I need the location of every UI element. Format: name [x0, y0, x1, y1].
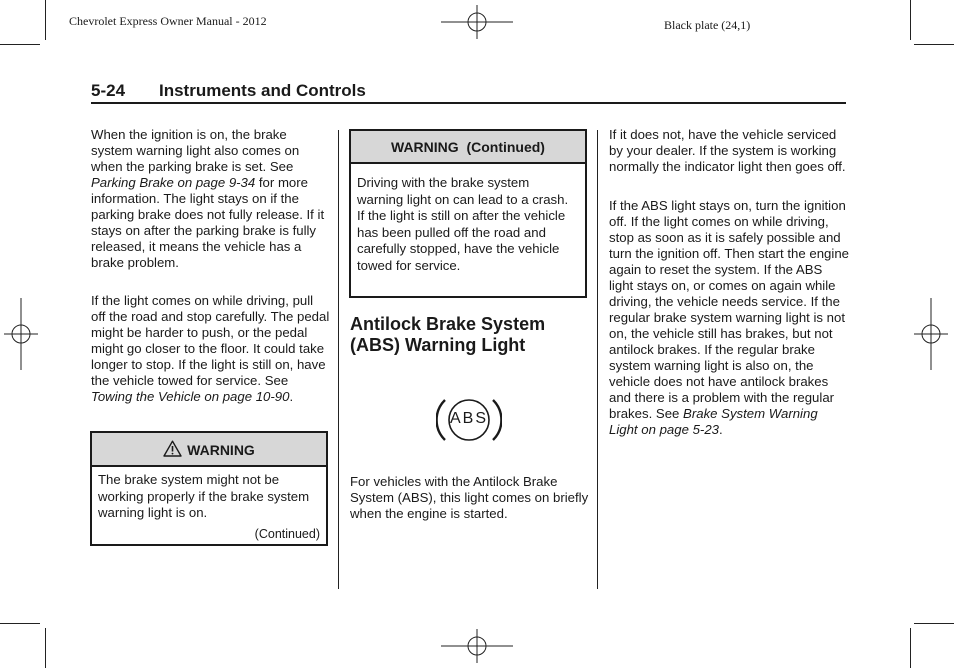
crop-mark — [45, 0, 46, 40]
text: If the ABS light stays on, turn the ignition off. If the light comes on while driving, stop as soon as it is safely possible and turn the ignition off. Then start the engine again to reset the system. If the ABS light stays on, or comes on again while driving, the vehicle needs service. If the regular brake system warning light is not on, the vehicle still has brakes, but not antilock brakes. If the regular brake system warning light is also on, the vehicle does not have antilock brakes and there is a problem with the regular brakes. See — [609, 198, 849, 421]
section-title: Instruments and Controls — [159, 81, 366, 100]
crop-mark — [0, 44, 40, 45]
column-divider — [338, 130, 339, 589]
text: . — [289, 389, 294, 404]
paragraph: For vehicles with the Antilock Brake System (ABS), this light comes on briefly when the engine is started. — [350, 474, 589, 521]
registration-mark-bottom — [441, 629, 513, 663]
text: If the light comes on while driving, pull off the road and stop carefully. The pedal might be harder to push, or the pedal might go closer to the floor. It could take longer to stop. If the light is still on, have the vehicle towed for service. See — [91, 293, 330, 388]
crop-mark — [914, 623, 954, 624]
section-rule — [91, 102, 846, 104]
crop-mark — [0, 623, 40, 624]
warning-body: The brake system might not be working properly if the brake system warning light is on. — [98, 472, 310, 521]
cross-reference: Brake System Warning Light on page 5-23 — [609, 406, 818, 437]
crop-mark — [45, 628, 46, 668]
continued-label: (Continued) — [254, 527, 320, 541]
paragraph — [609, 198, 849, 438]
registration-mark-left — [4, 298, 38, 370]
text: for more information. The light stays on if the parking brake does not fully release. If it stays on after the parking brake is fully released, it means the vehicle has a brake problem. — [91, 175, 325, 270]
abs-warning-symbol — [436, 394, 502, 446]
plate-label: Black plate (24,1) — [664, 18, 751, 32]
crop-mark — [914, 44, 954, 45]
warning-triangle-icon — [163, 440, 182, 457]
subsection-heading: Antilock Brake System (ABS) Warning Light — [350, 314, 546, 355]
warning-body: Driving with the brake system warning light on can lead to a crash. If the light is still on after the vehicle has been pulled off the road and carefully stopped, have the vehicle towed for service. — [357, 175, 569, 273]
paragraph — [91, 293, 331, 405]
crop-mark — [910, 628, 911, 668]
warning-header: WARNING (Continued) — [351, 131, 585, 164]
cross-reference: Parking Brake on page 9-34 — [91, 175, 256, 190]
manual-title: Chevrolet Express Owner Manual - 2012 — [69, 14, 267, 28]
registration-mark-right — [914, 298, 948, 370]
text: . — [719, 422, 723, 437]
column-divider — [597, 130, 598, 589]
warning-title: WARNING — [187, 442, 255, 458]
crop-mark — [910, 0, 911, 40]
registration-mark-top — [441, 5, 513, 39]
cross-reference: Towing the Vehicle on page 10-90 — [91, 389, 290, 404]
warning-header — [92, 433, 326, 467]
section-number: 5-24 — [91, 81, 126, 100]
paragraph — [91, 127, 331, 271]
warning-box — [90, 431, 328, 546]
abs-symbol-text: ABS — [449, 410, 488, 427]
text: When the ignition is on, the brake system warning light also comes on when the parking brake is set. See — [91, 127, 300, 174]
section-header — [91, 81, 366, 101]
warning-box-continued — [349, 129, 587, 298]
paragraph: If it does not, have the vehicle serviced by your dealer. If the system is working normally the indicator light then goes off. — [609, 127, 846, 174]
